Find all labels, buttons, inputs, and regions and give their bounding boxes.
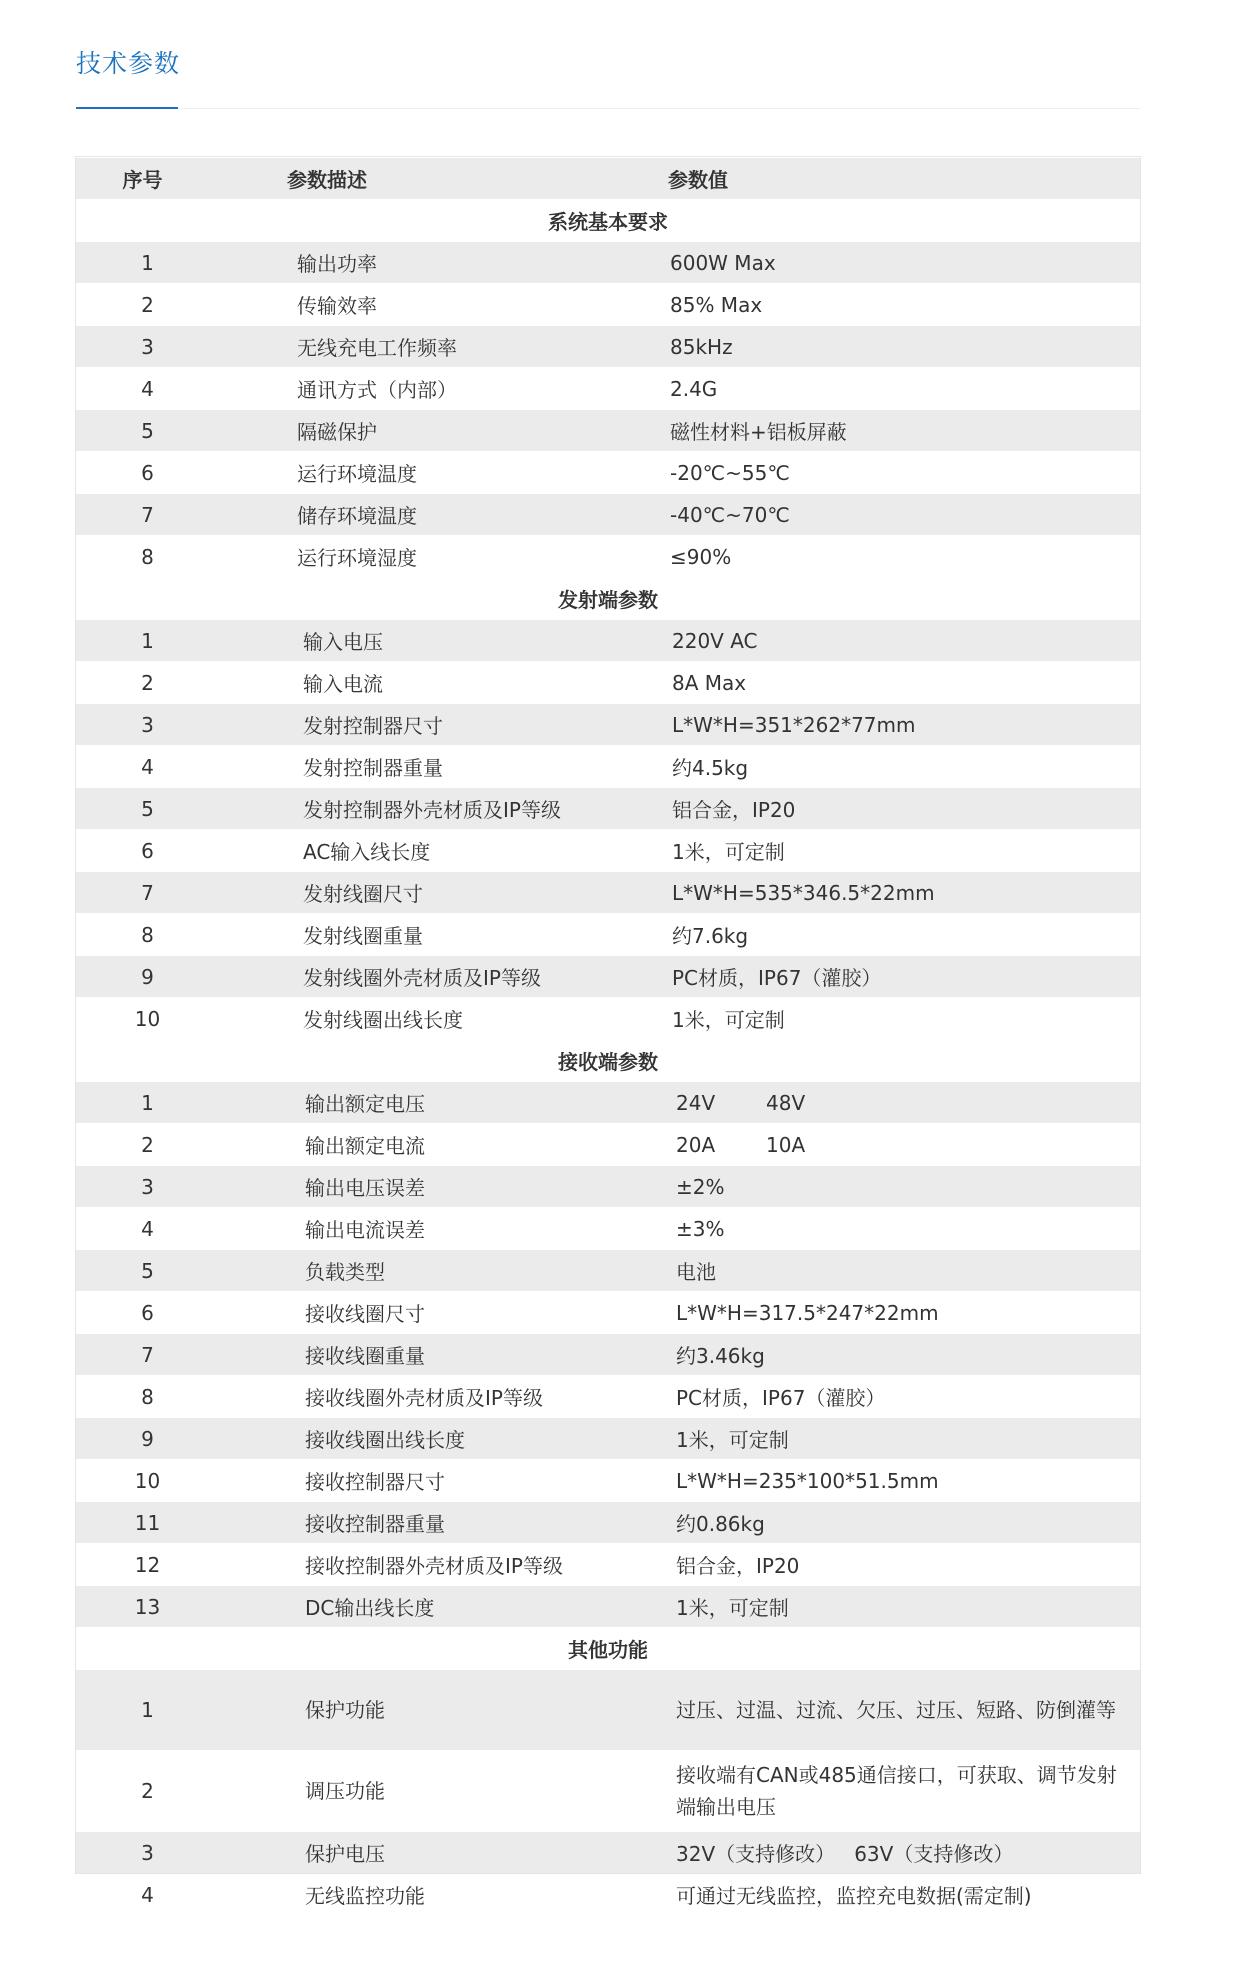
row-description-cell bbox=[219, 284, 660, 326]
table-row bbox=[76, 872, 1140, 914]
row-description: 发射线圈出线长度 bbox=[303, 1008, 463, 1032]
row-number: 2 bbox=[76, 1124, 219, 1166]
row-value: 24V 48V bbox=[676, 1090, 806, 1115]
row-number: 1 bbox=[76, 242, 219, 284]
row-number: 7 bbox=[76, 872, 219, 914]
section-row bbox=[76, 578, 1140, 620]
row-value-cell bbox=[660, 284, 1140, 326]
row-value: L*W*H=535*346.5*22mm bbox=[672, 880, 935, 905]
row-description-cell bbox=[219, 998, 660, 1040]
row-description-cell bbox=[219, 1334, 660, 1376]
row-description-cell bbox=[219, 620, 660, 662]
row-description-cell bbox=[219, 1166, 660, 1208]
table-row bbox=[76, 620, 1140, 662]
row-description-cell bbox=[219, 1292, 660, 1334]
table-row bbox=[76, 662, 1140, 704]
row-description-cell bbox=[219, 410, 660, 452]
header-no: 序号 bbox=[76, 158, 219, 200]
row-value: 600W Max bbox=[670, 250, 776, 275]
row-number: 7 bbox=[76, 1334, 219, 1376]
row-value-cell bbox=[660, 872, 1140, 914]
row-value: 32V（支持修改） 63V（支持修改） bbox=[676, 1842, 1014, 1866]
row-value-cell bbox=[660, 998, 1140, 1040]
row-number: 4 bbox=[76, 1874, 219, 1916]
section-title: 发射端参数 bbox=[76, 578, 1140, 620]
row-value: 8A Max bbox=[672, 670, 747, 695]
row-number: 4 bbox=[76, 1208, 219, 1250]
section-row bbox=[76, 200, 1140, 242]
row-number: 10 bbox=[76, 1460, 219, 1502]
row-number: 2 bbox=[76, 662, 219, 704]
row-description: 输入电压 bbox=[303, 630, 383, 654]
row-description-cell bbox=[219, 1874, 660, 1916]
row-description: DC输出线长度 bbox=[305, 1596, 435, 1620]
row-description: 储存环境温度 bbox=[297, 504, 417, 528]
header-desc: 参数描述 bbox=[219, 158, 660, 200]
row-value-cell bbox=[660, 1460, 1140, 1502]
row-description: 接收线圈重量 bbox=[305, 1344, 425, 1368]
row-description-cell bbox=[219, 956, 660, 998]
row-value-cell bbox=[660, 1751, 1140, 1832]
row-number: 6 bbox=[76, 830, 219, 872]
row-description-cell bbox=[219, 1208, 660, 1250]
row-value: 2.4G bbox=[670, 376, 718, 401]
row-description-cell bbox=[219, 494, 660, 536]
row-value-cell bbox=[660, 914, 1140, 956]
row-value: 85% Max bbox=[670, 292, 763, 317]
row-description: 接收控制器尺寸 bbox=[305, 1470, 445, 1494]
table-row bbox=[76, 1418, 1140, 1460]
row-number: 10 bbox=[76, 998, 219, 1040]
row-value: PC材质，IP67（灌胶） bbox=[676, 1386, 886, 1410]
table-row bbox=[76, 1334, 1140, 1376]
table-row bbox=[76, 326, 1140, 368]
row-number: 3 bbox=[76, 704, 219, 746]
row-value-cell bbox=[660, 1250, 1140, 1292]
row-number: 8 bbox=[76, 914, 219, 956]
row-value-cell bbox=[660, 1334, 1140, 1376]
row-value: 过压、过温、过流、欠压、过压、短路、防倒灌等 bbox=[676, 1698, 1116, 1722]
row-value-cell bbox=[660, 1544, 1140, 1586]
row-value-cell bbox=[660, 788, 1140, 830]
table-row bbox=[76, 788, 1140, 830]
row-number: 1 bbox=[76, 620, 219, 662]
table-row bbox=[76, 830, 1140, 872]
row-number: 2 bbox=[76, 284, 219, 326]
table-row bbox=[76, 1250, 1140, 1292]
row-value-cell bbox=[660, 662, 1140, 704]
table-row bbox=[76, 1292, 1140, 1334]
title-accent-bar bbox=[76, 107, 178, 109]
row-number: 13 bbox=[76, 1586, 219, 1628]
row-value: 电池 bbox=[676, 1260, 716, 1284]
row-description: 发射控制器尺寸 bbox=[303, 714, 443, 738]
row-number: 1 bbox=[76, 1082, 219, 1124]
row-description: 发射线圈重量 bbox=[303, 924, 423, 948]
title-divider bbox=[76, 108, 1140, 109]
table-row bbox=[76, 1208, 1140, 1250]
row-value-cell bbox=[660, 326, 1140, 368]
row-number: 5 bbox=[76, 1250, 219, 1292]
row-description-cell bbox=[219, 704, 660, 746]
section-title: 接收端参数 bbox=[76, 1040, 1140, 1082]
row-value-cell bbox=[660, 1874, 1140, 1916]
row-description-cell bbox=[219, 1832, 660, 1874]
row-value: 1米，可定制 bbox=[676, 1596, 789, 1620]
row-number: 3 bbox=[76, 1166, 219, 1208]
row-description: 接收控制器外壳材质及IP等级 bbox=[305, 1554, 563, 1578]
row-description: 保护功能 bbox=[305, 1698, 385, 1722]
table-row bbox=[76, 746, 1140, 788]
row-description: 接收控制器重量 bbox=[305, 1512, 445, 1536]
row-value: ±2% bbox=[676, 1174, 725, 1199]
table-row bbox=[76, 998, 1140, 1040]
row-number: 5 bbox=[76, 410, 219, 452]
row-description: 运行环境温度 bbox=[297, 462, 417, 486]
row-description-cell bbox=[219, 746, 660, 788]
row-number: 8 bbox=[76, 1376, 219, 1418]
row-number: 4 bbox=[76, 368, 219, 410]
row-value-cell bbox=[660, 830, 1140, 872]
row-value-cell bbox=[660, 620, 1140, 662]
row-value: 220V AC bbox=[672, 628, 758, 653]
row-number: 3 bbox=[76, 326, 219, 368]
row-description-cell bbox=[219, 452, 660, 494]
row-description-cell bbox=[219, 872, 660, 914]
page-title: 技术参数 bbox=[76, 49, 181, 78]
table-row bbox=[76, 1460, 1140, 1502]
row-number: 3 bbox=[76, 1832, 219, 1874]
row-value: -20℃~55℃ bbox=[670, 460, 790, 485]
row-value: L*W*H=235*100*51.5mm bbox=[676, 1468, 939, 1493]
row-number: 9 bbox=[76, 1418, 219, 1460]
row-value-cell bbox=[660, 1670, 1140, 1751]
row-number: 9 bbox=[76, 956, 219, 998]
row-value: ±3% bbox=[676, 1216, 725, 1241]
row-value-cell bbox=[660, 242, 1140, 284]
table-row bbox=[76, 494, 1140, 536]
row-value-cell bbox=[660, 746, 1140, 788]
section-row bbox=[76, 1628, 1140, 1670]
row-description: 无线监控功能 bbox=[305, 1884, 425, 1908]
row-description: 输出电流误差 bbox=[305, 1218, 425, 1242]
row-number: 12 bbox=[76, 1544, 219, 1586]
row-description-cell bbox=[219, 1544, 660, 1586]
row-value: 铝合金，IP20 bbox=[676, 1554, 800, 1578]
row-value: 85kHz bbox=[670, 334, 733, 359]
row-value-cell bbox=[660, 1082, 1140, 1124]
section-row bbox=[76, 1040, 1140, 1082]
table-row bbox=[76, 1502, 1140, 1544]
row-description-cell bbox=[219, 662, 660, 704]
row-description-cell bbox=[219, 1250, 660, 1292]
row-value: 磁性材料+铝板屏蔽 bbox=[670, 420, 847, 444]
row-description: 隔磁保护 bbox=[297, 420, 377, 444]
table-row bbox=[76, 1544, 1140, 1586]
row-description-cell bbox=[219, 914, 660, 956]
row-value-cell bbox=[660, 1586, 1140, 1628]
row-description: 接收线圈出线长度 bbox=[305, 1428, 465, 1452]
row-value: ≤90% bbox=[670, 544, 732, 569]
row-description-cell bbox=[219, 1751, 660, 1832]
row-description: 发射控制器外壳材质及IP等级 bbox=[303, 798, 561, 822]
row-description-cell bbox=[219, 1124, 660, 1166]
row-value: 约7.6kg bbox=[672, 924, 749, 948]
row-number: 1 bbox=[76, 1670, 219, 1751]
row-description: 负载类型 bbox=[305, 1260, 385, 1284]
row-number: 6 bbox=[76, 452, 219, 494]
row-number: 11 bbox=[76, 1502, 219, 1544]
section-title: 系统基本要求 bbox=[76, 200, 1140, 242]
section-title: 其他功能 bbox=[76, 1628, 1140, 1670]
row-description-cell bbox=[219, 242, 660, 284]
row-value: 接收端有CAN或485通信接口，可获取、调节发射端输出电压 bbox=[676, 1763, 1117, 1819]
row-description-cell bbox=[219, 1376, 660, 1418]
table-row bbox=[76, 284, 1140, 326]
row-description: 发射线圈尺寸 bbox=[303, 882, 423, 906]
row-description-cell bbox=[219, 1418, 660, 1460]
row-description-cell bbox=[219, 1460, 660, 1502]
row-value-cell bbox=[660, 1502, 1140, 1544]
row-description-cell bbox=[219, 1082, 660, 1124]
table-row bbox=[76, 1166, 1140, 1208]
row-value-cell bbox=[660, 704, 1140, 746]
row-value: 1米，可定制 bbox=[672, 1008, 785, 1032]
table-row bbox=[76, 1874, 1140, 1916]
row-number: 6 bbox=[76, 1292, 219, 1334]
row-description: 无线充电工作频率 bbox=[297, 336, 457, 360]
row-value: 约0.86kg bbox=[676, 1512, 765, 1536]
row-number: 8 bbox=[76, 536, 219, 578]
table-row bbox=[76, 1376, 1140, 1418]
table-body bbox=[76, 200, 1140, 1916]
table-row bbox=[76, 242, 1140, 284]
row-description: 发射控制器重量 bbox=[303, 756, 443, 780]
table-row bbox=[76, 1082, 1140, 1124]
row-description-cell bbox=[219, 1502, 660, 1544]
table-row bbox=[76, 704, 1140, 746]
table-row bbox=[76, 956, 1140, 998]
row-value: 20A 10A bbox=[676, 1132, 806, 1157]
row-description-cell bbox=[219, 830, 660, 872]
row-description-cell bbox=[219, 1586, 660, 1628]
row-number: 4 bbox=[76, 746, 219, 788]
table-row bbox=[76, 1832, 1140, 1874]
table-row bbox=[76, 1124, 1140, 1166]
row-description: AC输入线长度 bbox=[303, 840, 431, 864]
row-value-cell bbox=[660, 956, 1140, 998]
row-value: 1米，可定制 bbox=[672, 840, 785, 864]
row-description-cell bbox=[219, 788, 660, 830]
table-header-row bbox=[76, 158, 1140, 200]
table-row bbox=[76, 410, 1140, 452]
table-row bbox=[76, 914, 1140, 956]
row-description-cell bbox=[219, 536, 660, 578]
row-description: 发射线圈外壳材质及IP等级 bbox=[303, 966, 541, 990]
row-value-cell bbox=[660, 1292, 1140, 1334]
row-value: L*W*H=317.5*247*22mm bbox=[676, 1300, 939, 1325]
row-description-cell bbox=[219, 368, 660, 410]
row-description: 接收线圈尺寸 bbox=[305, 1302, 425, 1326]
row-description: 输入电流 bbox=[303, 672, 383, 696]
row-value-cell bbox=[660, 452, 1140, 494]
row-value: 约3.46kg bbox=[676, 1344, 765, 1368]
row-description: 输出额定电压 bbox=[305, 1092, 425, 1116]
header-val: 参数值 bbox=[660, 158, 1140, 200]
row-value-cell bbox=[660, 1124, 1140, 1166]
row-value-cell bbox=[660, 1166, 1140, 1208]
row-value: -40℃~70℃ bbox=[670, 502, 790, 527]
row-description: 输出电压误差 bbox=[305, 1176, 425, 1200]
spec-table bbox=[76, 157, 1140, 1915]
table-row bbox=[76, 1751, 1140, 1832]
row-value-cell bbox=[660, 1376, 1140, 1418]
row-value-cell bbox=[660, 494, 1140, 536]
row-value-cell bbox=[660, 1418, 1140, 1460]
row-value-cell bbox=[660, 1832, 1140, 1874]
row-number: 5 bbox=[76, 788, 219, 830]
table-row bbox=[76, 452, 1140, 494]
row-number: 7 bbox=[76, 494, 219, 536]
table-row bbox=[76, 368, 1140, 410]
row-description: 运行环境湿度 bbox=[297, 546, 417, 570]
row-value-cell bbox=[660, 1208, 1140, 1250]
row-value: 1米，可定制 bbox=[676, 1428, 789, 1452]
row-number: 2 bbox=[76, 1751, 219, 1832]
row-value: 铝合金，IP20 bbox=[672, 798, 796, 822]
table-row bbox=[76, 1586, 1140, 1628]
row-value: 约4.5kg bbox=[672, 756, 749, 780]
row-value-cell bbox=[660, 536, 1140, 578]
row-description-cell bbox=[219, 326, 660, 368]
table-row bbox=[76, 536, 1140, 578]
row-description: 保护电压 bbox=[305, 1842, 385, 1866]
row-value: PC材质，IP67（灌胶） bbox=[672, 966, 882, 990]
row-description: 传输效率 bbox=[297, 294, 377, 318]
row-description: 输出额定电流 bbox=[305, 1134, 425, 1158]
row-description: 通讯方式（内部） bbox=[297, 378, 457, 402]
table-row bbox=[76, 1670, 1140, 1751]
row-value-cell bbox=[660, 368, 1140, 410]
row-description-cell bbox=[219, 1670, 660, 1751]
row-description: 输出功率 bbox=[297, 252, 377, 276]
row-value-cell bbox=[660, 410, 1140, 452]
row-value: 可通过无线监控，监控充电数据(需定制) bbox=[676, 1884, 1032, 1908]
row-description: 调压功能 bbox=[305, 1779, 385, 1803]
row-description: 接收线圈外壳材质及IP等级 bbox=[305, 1386, 543, 1410]
row-value: L*W*H=351*262*77mm bbox=[672, 712, 916, 737]
